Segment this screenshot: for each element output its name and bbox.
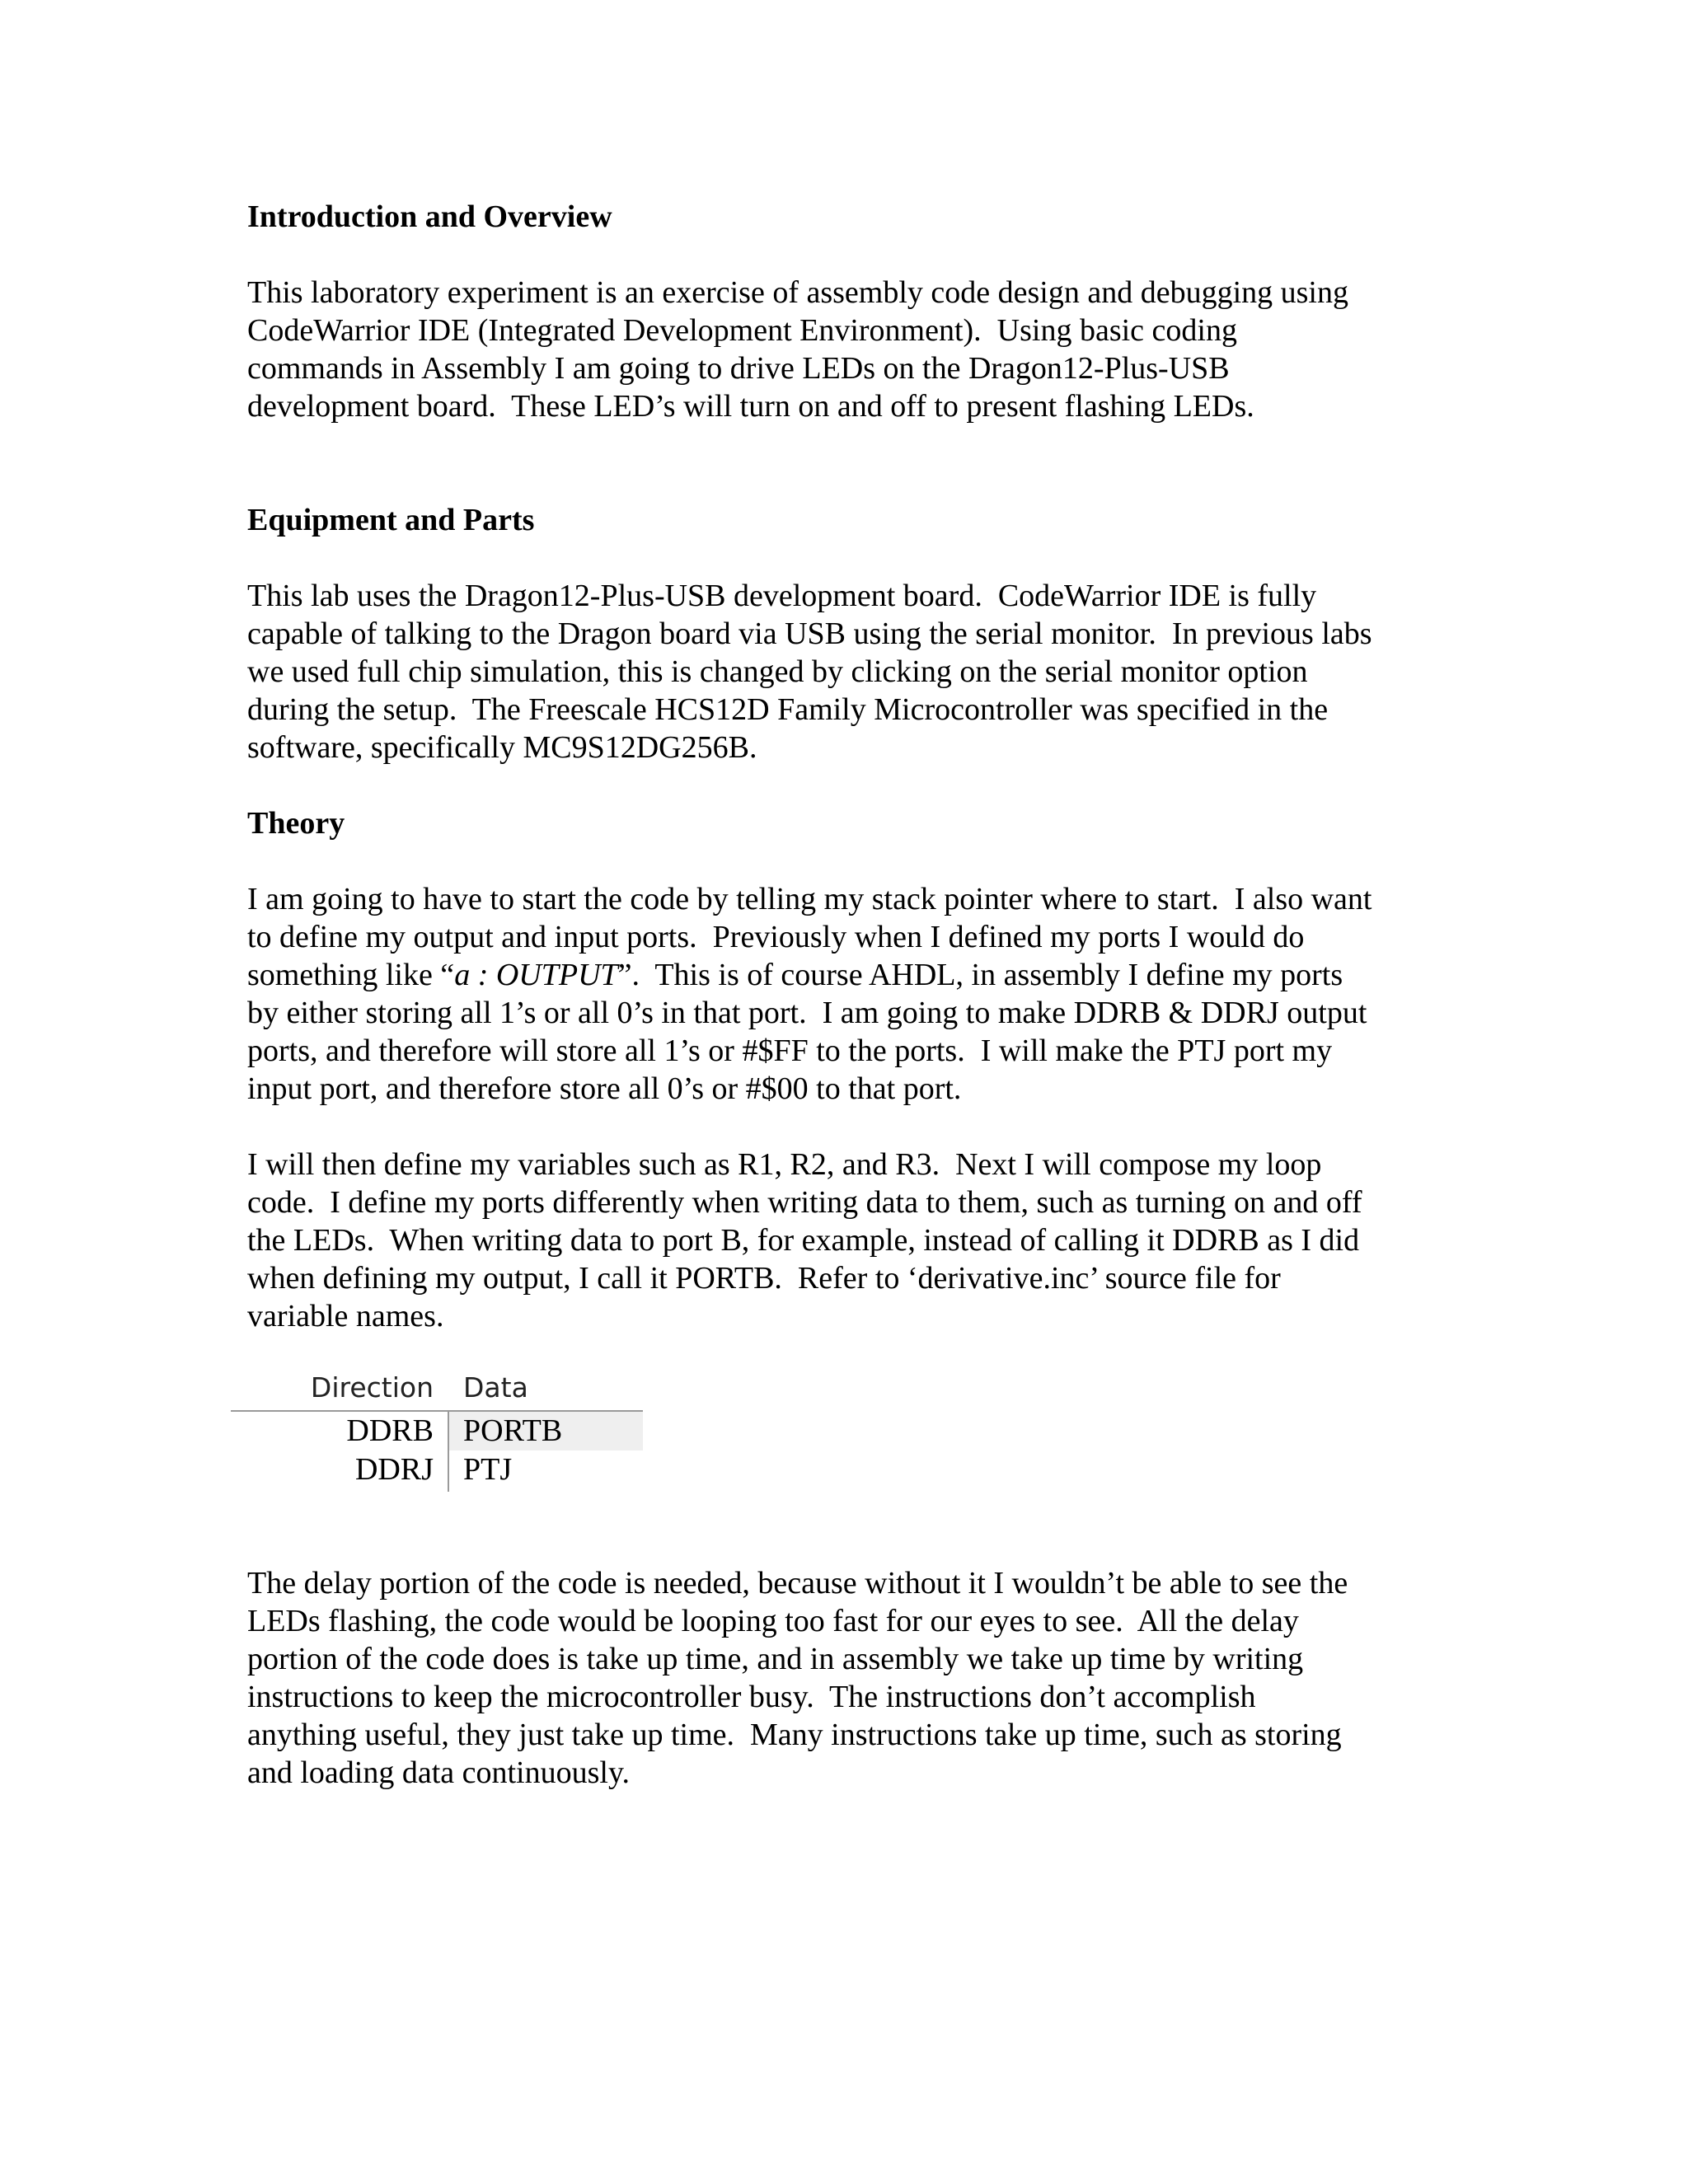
- equipment-line: This lab uses the Dragon12-Plus-USB development board. CodeWarrior IDE is fully: [247, 579, 1317, 613]
- theory-line: to define my output and input ports. Previously when I defined my ports I would do: [247, 920, 1305, 954]
- theory-paragraph-1: [247, 880, 1372, 1108]
- ahdl-example-text: a : OUTPUT: [454, 958, 618, 992]
- intro-heading: Introduction and Overview: [247, 199, 612, 234]
- theory-line: instructions to keep the microcontroller busy. The instructions don’t accomplish: [247, 1680, 1256, 1714]
- port-table: [231, 1368, 643, 1500]
- intro-line: CodeWarrior IDE (Integrated Development Environment). Using basic coding: [247, 313, 1237, 348]
- table-column-rule: [448, 1412, 449, 1492]
- intro-line: commands in Assembly I am going to drive LEDs on the Dragon12-Plus-USB: [247, 351, 1230, 386]
- theory-line: code. I define my ports differently when writing data to them, such as turning on and off: [247, 1185, 1362, 1220]
- theory-line: variable names.: [247, 1299, 444, 1333]
- theory-line: when defining my output, I call it PORTB. Refer to ‘derivative.inc’ source file for: [247, 1261, 1281, 1296]
- theory-line: I am going to have to start the code by telling my stack pointer where to start. I also want: [247, 882, 1372, 916]
- equipment-paragraph: [247, 577, 1372, 766]
- intro-line: development board. These LED’s will turn on and off to present flashing LEDs.: [247, 389, 1254, 424]
- theory-line: anything useful, they just take up time. Many instructions take up time, such as storing: [247, 1718, 1342, 1752]
- table-header-data: Data: [463, 1371, 528, 1404]
- theory-line: and loading data continuously.: [247, 1755, 630, 1790]
- table-cell-data: PORTB: [463, 1413, 563, 1448]
- theory-paragraph-2: [247, 1146, 1362, 1335]
- theory-line: [247, 956, 1372, 994]
- theory-line: The delay portion of the code is needed, because without it I wouldn’t be able to see the: [247, 1566, 1348, 1601]
- theory-line: the LEDs. When writing data to port B, for example, instead of calling it DDRB as I did: [247, 1223, 1360, 1258]
- equipment-heading: Equipment and Parts: [247, 503, 535, 537]
- theory-line: input port, and therefore store all 0’s or #$00 to that port.: [247, 1071, 962, 1106]
- table-cell-direction: DDRJ: [354, 1452, 434, 1487]
- equipment-line: software, specifically MC9S12DG256B.: [247, 730, 757, 765]
- equipment-line: during the setup. The Freescale HCS12D Family Microcontroller was specified in the: [247, 692, 1329, 727]
- theory-line-text: ”. This is of course AHDL, in assembly I define my ports: [617, 958, 1343, 992]
- table-cell-data: PTJ: [463, 1452, 513, 1487]
- theory-line: I will then define my variables such as R1, R2, and R3. Next I will compose my loop: [247, 1147, 1322, 1182]
- equipment-line: we used full chip simulation, this is changed by clicking on the serial monitor option: [247, 654, 1308, 689]
- theory-heading: Theory: [247, 806, 345, 841]
- equipment-line: capable of talking to the Dragon board via USB using the serial monitor. In previous labs: [247, 616, 1372, 651]
- theory-line: by either storing all 1’s or all 0’s in that port. I am going to make DDRB & DDRJ output: [247, 996, 1367, 1030]
- theory-line: portion of the code does is take up time, and in assembly we take up time by writing: [247, 1642, 1304, 1676]
- theory-line: LEDs flashing, the code would be looping too fast for our eyes to see. All the delay: [247, 1604, 1299, 1638]
- intro-paragraph: [247, 274, 1348, 425]
- intro-line: This laboratory experiment is an exercise of assembly code design and debugging using: [247, 275, 1348, 310]
- theory-line-text: something like “: [247, 958, 455, 992]
- theory-line: ports, and therefore will store all 1’s or #$FF to the ports. I will make the PTJ port my: [247, 1033, 1333, 1068]
- theory-paragraph-3: [247, 1564, 1348, 1792]
- table-cell-direction: DDRB: [346, 1413, 434, 1448]
- table-header-direction: Direction: [310, 1371, 434, 1404]
